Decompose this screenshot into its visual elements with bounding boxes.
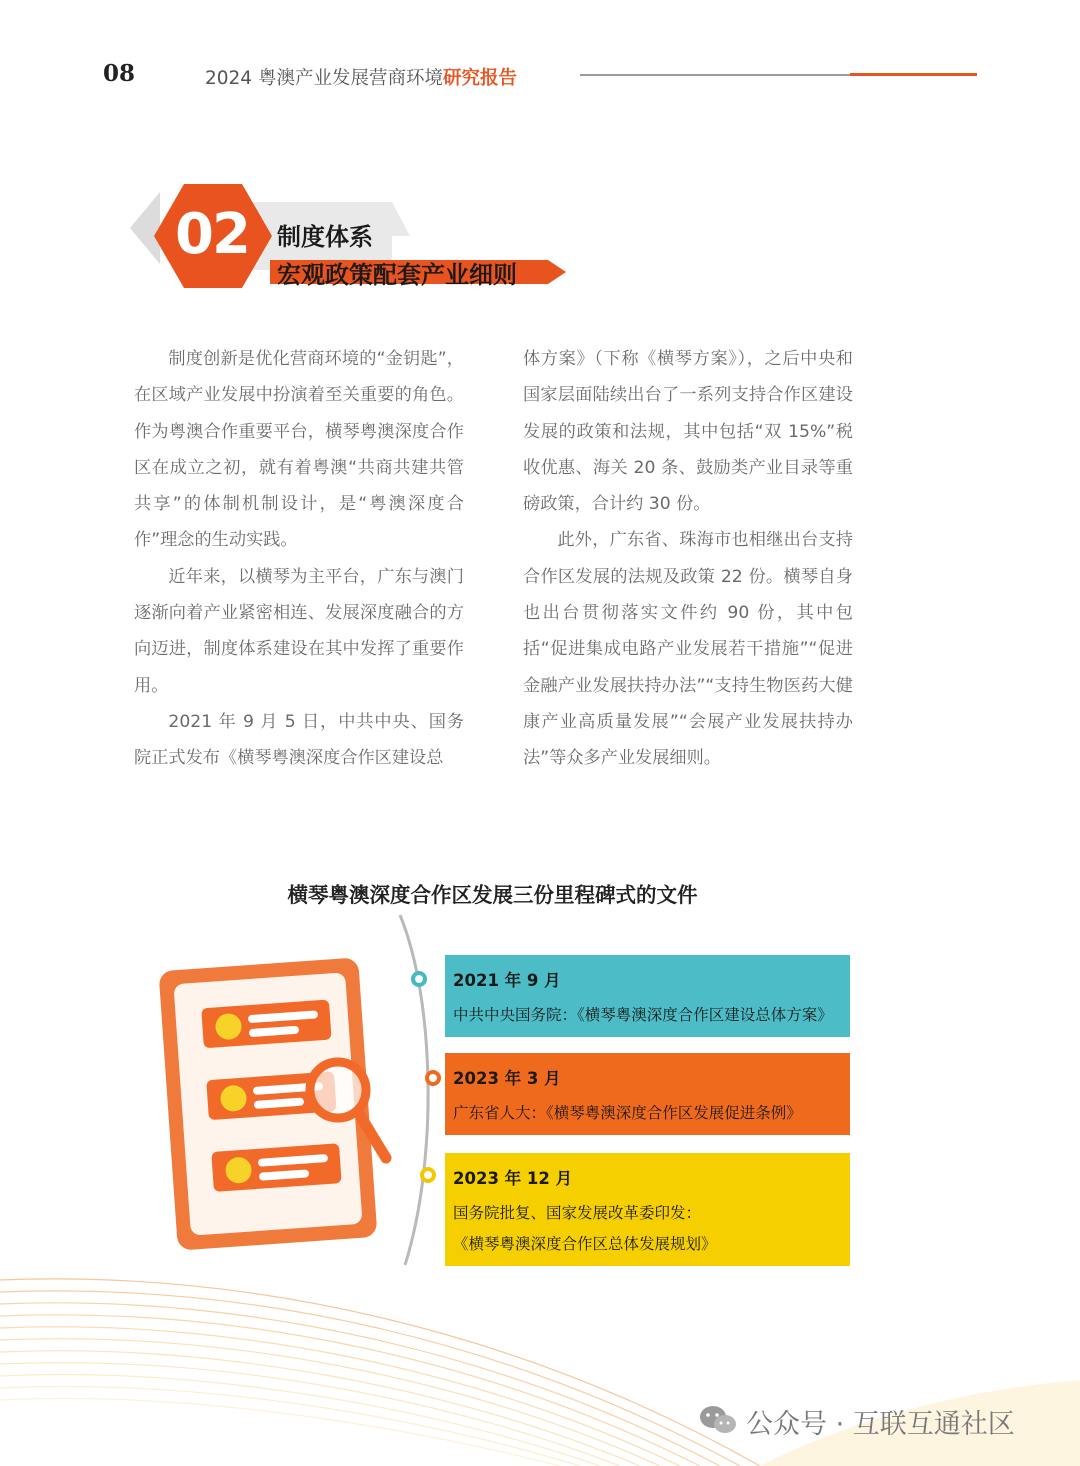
milestone-date: 2023 年 3 月 (453, 1069, 561, 1088)
timeline-dot (411, 971, 427, 987)
milestone-text: 《横琴粤澳深度合作区总体发展规划》 (453, 1235, 717, 1253)
report-title-main: 2024 粤澳产业发展营商环境 (205, 68, 443, 89)
milestone-card (445, 1053, 850, 1135)
paragraph: 近年来，以横琴为主平台，广东与澳门逐渐向着产业紧密相连、发展深度融合的方向迈进，制度体系建设在其中发挥了重要作用。 (134, 566, 464, 696)
banner-gray-arrow (130, 192, 160, 264)
report-title (205, 64, 517, 90)
timeline-dot (425, 1070, 441, 1086)
section-number: 02 (175, 202, 249, 267)
timeline-dot (420, 1167, 436, 1183)
milestone-date: 2021 年 9 月 (453, 971, 561, 990)
header-rule-gray (580, 74, 850, 76)
paragraph: 制度创新是优化营商环境的“金钥匙”，在区域产业发展中扮演着至关重要的角色。作为粤澳合作重要平台，横琴粤澳深度合作区在成立之初，就有着粤澳“共商共建共管共享”的体制机制设计，是“粤澳深度合作”理念的生动实践。 (134, 349, 464, 551)
watermark-text: 公众号 · 互联互通社区 (746, 1409, 1015, 1440)
paragraph: 体方案》（下称《横琴方案》），之后中央和国家层面陆续出台了一系列支持合作区建设发展的政策和法规，其中包括“双 15%”税收优惠、海关 20 条、鼓励类产业目录等重磅政策，合计约 30 份。 (523, 349, 853, 515)
milestone-card (445, 955, 850, 1037)
milestone-text: 国务院批复、国家发展改革委印发： (453, 1204, 702, 1222)
milestone-text: 中共中央国务院：《横琴粤澳深度合作区建设总体方案》 (453, 1006, 833, 1024)
milestone-card (445, 1153, 850, 1266)
header-rule-accent (850, 73, 977, 76)
report-title-accent: 研究报告 (442, 68, 517, 89)
section-title: 制度体系 (277, 223, 373, 251)
paragraph: 此外，广东省、珠海市也相继出台支持合作区发展的法规及政策 22 份。横琴自身也出台贯彻落实文件约 90 份，其中包括“促进集成电路产业发展若干措施”“促进金融产业发展扶持办法”“支持生物医药大健康产业高质量发展”“会展产业发展扶持办法”等众多产业发展细则。 (523, 530, 853, 769)
milestone-text: 广东省人大：《横琴粤澳深度合作区发展促进条例》 (453, 1104, 802, 1122)
infographic-title: 横琴粤澳深度合作区发展三份里程碑式的文件 (287, 883, 698, 907)
paragraph: 2021 年 9 月 5 日，中共中央、国务院正式发布《横琴粤澳深度合作区建设总 (134, 711, 464, 769)
wechat-icon (698, 1404, 738, 1436)
section-subtitle: 宏观政策配套产业细则 (277, 261, 517, 289)
page-number: 08 (103, 60, 136, 87)
body-column-right (523, 341, 853, 777)
milestone-date: 2023 年 12 月 (453, 1169, 573, 1188)
body-column-left (134, 341, 464, 777)
document-search-illustration (150, 950, 400, 1250)
